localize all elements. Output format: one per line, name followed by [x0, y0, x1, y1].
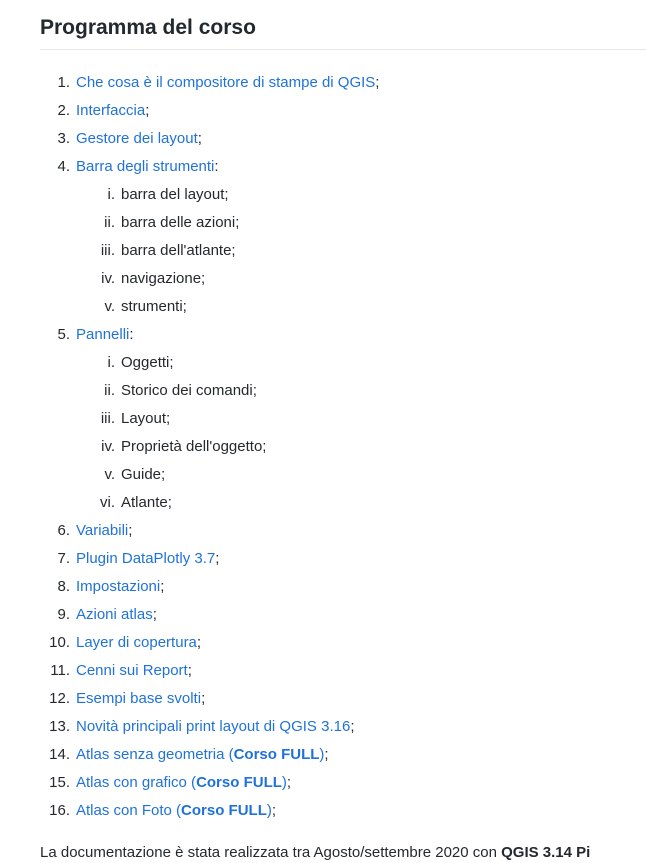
item-punctuation: ;	[324, 746, 329, 763]
item-text	[76, 523, 132, 539]
item-text	[76, 75, 379, 91]
item-punctuation: :	[129, 326, 134, 343]
toc-link[interactable]	[76, 802, 272, 819]
toc-item-row	[40, 775, 646, 791]
toc-link[interactable]: Interfaccia	[76, 102, 146, 119]
item-punctuation: ;	[152, 606, 157, 623]
item-text	[76, 131, 202, 147]
subitem-label: strumenti;	[121, 298, 187, 315]
toc-item-row	[40, 691, 646, 707]
item-text	[76, 607, 157, 623]
toc-item-row	[40, 719, 646, 735]
toc-item-row	[40, 635, 646, 651]
link-bold-text: Corso FULL	[181, 802, 267, 819]
subitem-number: vi.	[100, 494, 115, 511]
toc-item-row	[40, 579, 646, 595]
item-number: 7.	[57, 550, 70, 567]
subitem-label: Layout;	[121, 410, 171, 427]
toc-link[interactable]: Impostazioni	[76, 578, 161, 595]
link-bold-text: Corso FULL	[233, 746, 320, 763]
toc-link[interactable]: Pannelli	[76, 326, 130, 343]
toc-link[interactable]: Novità principali print layout di QGIS 3.16	[76, 718, 351, 735]
link-close-text: )	[281, 774, 287, 791]
item-number: 11.	[50, 662, 70, 679]
item-number: 8.	[57, 578, 70, 595]
subitem-number: i.	[107, 186, 115, 203]
toc-item	[40, 747, 646, 763]
item-text	[76, 327, 134, 343]
item-number: 3.	[57, 130, 70, 147]
toc-item-row	[40, 607, 646, 623]
toc-link[interactable]	[76, 746, 324, 763]
toc-item	[40, 523, 646, 539]
subitem-label: Atlante;	[121, 494, 172, 511]
toc-item	[40, 635, 646, 651]
item-number: 6.	[57, 522, 70, 539]
footer-note	[40, 843, 646, 863]
subitem-label: Proprietà dell'oggetto;	[121, 438, 267, 455]
toc-item	[40, 551, 646, 567]
toc-subitem	[40, 495, 646, 511]
toc-item	[40, 719, 646, 735]
item-number: 14.	[49, 746, 70, 763]
item-text	[76, 775, 291, 791]
toc-item	[40, 131, 646, 147]
subitem-number: i.	[107, 354, 115, 371]
toc-link[interactable]: Variabili	[76, 522, 129, 539]
item-punctuation: :	[214, 158, 219, 175]
item-punctuation: ;	[215, 550, 220, 567]
item-text	[76, 803, 276, 819]
toc-subitem	[40, 215, 646, 231]
subitem-number: ii.	[104, 382, 115, 399]
link-text: Atlas con Foto (	[76, 802, 182, 819]
toc-link[interactable]: Azioni atlas	[76, 606, 153, 623]
toc-link[interactable]: Gestore dei layout	[76, 130, 198, 147]
link-text: Atlas con grafico (	[76, 774, 197, 791]
subitem-number: iv.	[101, 438, 115, 455]
item-number: 5.	[57, 326, 70, 343]
toc-item-row	[40, 551, 646, 567]
toc-item-row	[40, 803, 646, 819]
subitem-label: Storico dei comandi;	[121, 382, 257, 399]
toc-item-row	[40, 663, 646, 679]
subitem-label: barra delle azioni;	[121, 214, 240, 231]
item-punctuation: ;	[271, 802, 277, 819]
item-punctuation: ;	[145, 102, 150, 119]
toc-link[interactable]	[76, 774, 287, 791]
toc-item	[40, 103, 646, 119]
item-text	[76, 159, 219, 175]
link-close-text: )	[266, 802, 272, 819]
toc-item	[40, 579, 646, 595]
item-text	[76, 747, 329, 763]
toc-link[interactable]: Esempi base svolti	[76, 690, 202, 707]
toc-subitem	[40, 467, 646, 483]
subitem-number: iv.	[101, 270, 115, 287]
toc-subitem	[40, 355, 646, 371]
item-text	[76, 719, 354, 735]
toc-link[interactable]: Cenni sui Report	[76, 662, 188, 679]
item-number: 9.	[57, 606, 70, 623]
toc-sublist	[40, 187, 646, 315]
toc-item	[40, 691, 646, 707]
toc-item-row	[40, 131, 646, 147]
subitem-number: iii.	[100, 242, 115, 259]
item-number: 13.	[49, 718, 70, 735]
item-text	[76, 103, 149, 119]
toc-subitem	[40, 187, 646, 203]
toc-subitem	[40, 243, 646, 259]
item-text	[76, 551, 219, 567]
toc-item-row	[40, 747, 646, 763]
item-punctuation: ;	[375, 74, 380, 91]
toc-item-row	[40, 523, 646, 539]
item-number: 16.	[49, 802, 70, 819]
toc-subitem	[40, 411, 646, 427]
toc-subitem	[40, 383, 646, 399]
course-toc-list	[40, 75, 646, 819]
toc-link[interactable]: Plugin DataPlotly 3.7	[76, 550, 216, 567]
item-punctuation: ;	[350, 718, 355, 735]
toc-subitem	[40, 271, 646, 287]
item-punctuation: ;	[197, 130, 202, 147]
toc-link[interactable]: Layer di copertura	[76, 634, 197, 651]
item-number: 2.	[57, 102, 70, 119]
subitem-label: barra del layout;	[121, 186, 229, 203]
item-number: 15.	[49, 774, 70, 791]
toc-item	[40, 159, 646, 315]
item-number: 4.	[57, 158, 70, 175]
item-punctuation: ;	[160, 578, 165, 595]
toc-sublist	[40, 355, 646, 511]
toc-item	[40, 607, 646, 623]
item-text	[76, 691, 205, 707]
page-title: Programma del corso	[40, 14, 646, 50]
item-punctuation: ;	[128, 522, 133, 539]
subitem-label: Oggetti;	[121, 354, 174, 371]
subitem-number: v.	[104, 298, 115, 315]
item-punctuation: ;	[286, 774, 292, 791]
item-text	[76, 663, 192, 679]
link-text: Atlas senza geometria (	[76, 746, 234, 763]
link-bold-text: Corso FULL	[196, 774, 282, 791]
item-number: 1.	[57, 74, 70, 91]
subitem-number: ii.	[104, 214, 115, 231]
subitem-number: v.	[104, 466, 115, 483]
toc-item	[40, 327, 646, 511]
toc-item-row	[40, 327, 646, 343]
item-text	[76, 579, 164, 595]
item-number: 12.	[49, 690, 70, 707]
link-close-text: )	[319, 746, 325, 763]
item-punctuation: ;	[201, 690, 206, 707]
item-punctuation: ;	[187, 662, 192, 679]
toc-item-row	[40, 103, 646, 119]
item-punctuation: ;	[196, 634, 202, 651]
toc-link[interactable]: Che cosa è il compositore di stampe di QGIS	[76, 74, 376, 91]
toc-item-row	[40, 159, 646, 175]
toc-item	[40, 75, 646, 91]
subitem-label: barra dell'atlante;	[121, 242, 236, 259]
subitem-number: iii.	[100, 410, 115, 427]
toc-item	[40, 775, 646, 791]
toc-item	[40, 803, 646, 819]
toc-subitem	[40, 299, 646, 315]
subitem-label: navigazione;	[121, 270, 206, 287]
footer-bold-text: QGIS 3.14 Pi	[501, 844, 591, 861]
item-text	[76, 635, 201, 651]
item-number: 10.	[49, 634, 70, 651]
subitem-label: Guide;	[121, 466, 166, 483]
toc-item-row	[40, 75, 646, 91]
toc-subitem	[40, 439, 646, 455]
toc-item	[40, 663, 646, 679]
toc-link[interactable]: Barra degli strumenti	[76, 158, 215, 175]
footer-text: La documentazione è stata realizzata tra Agosto/settembre 2020 con	[40, 844, 502, 861]
